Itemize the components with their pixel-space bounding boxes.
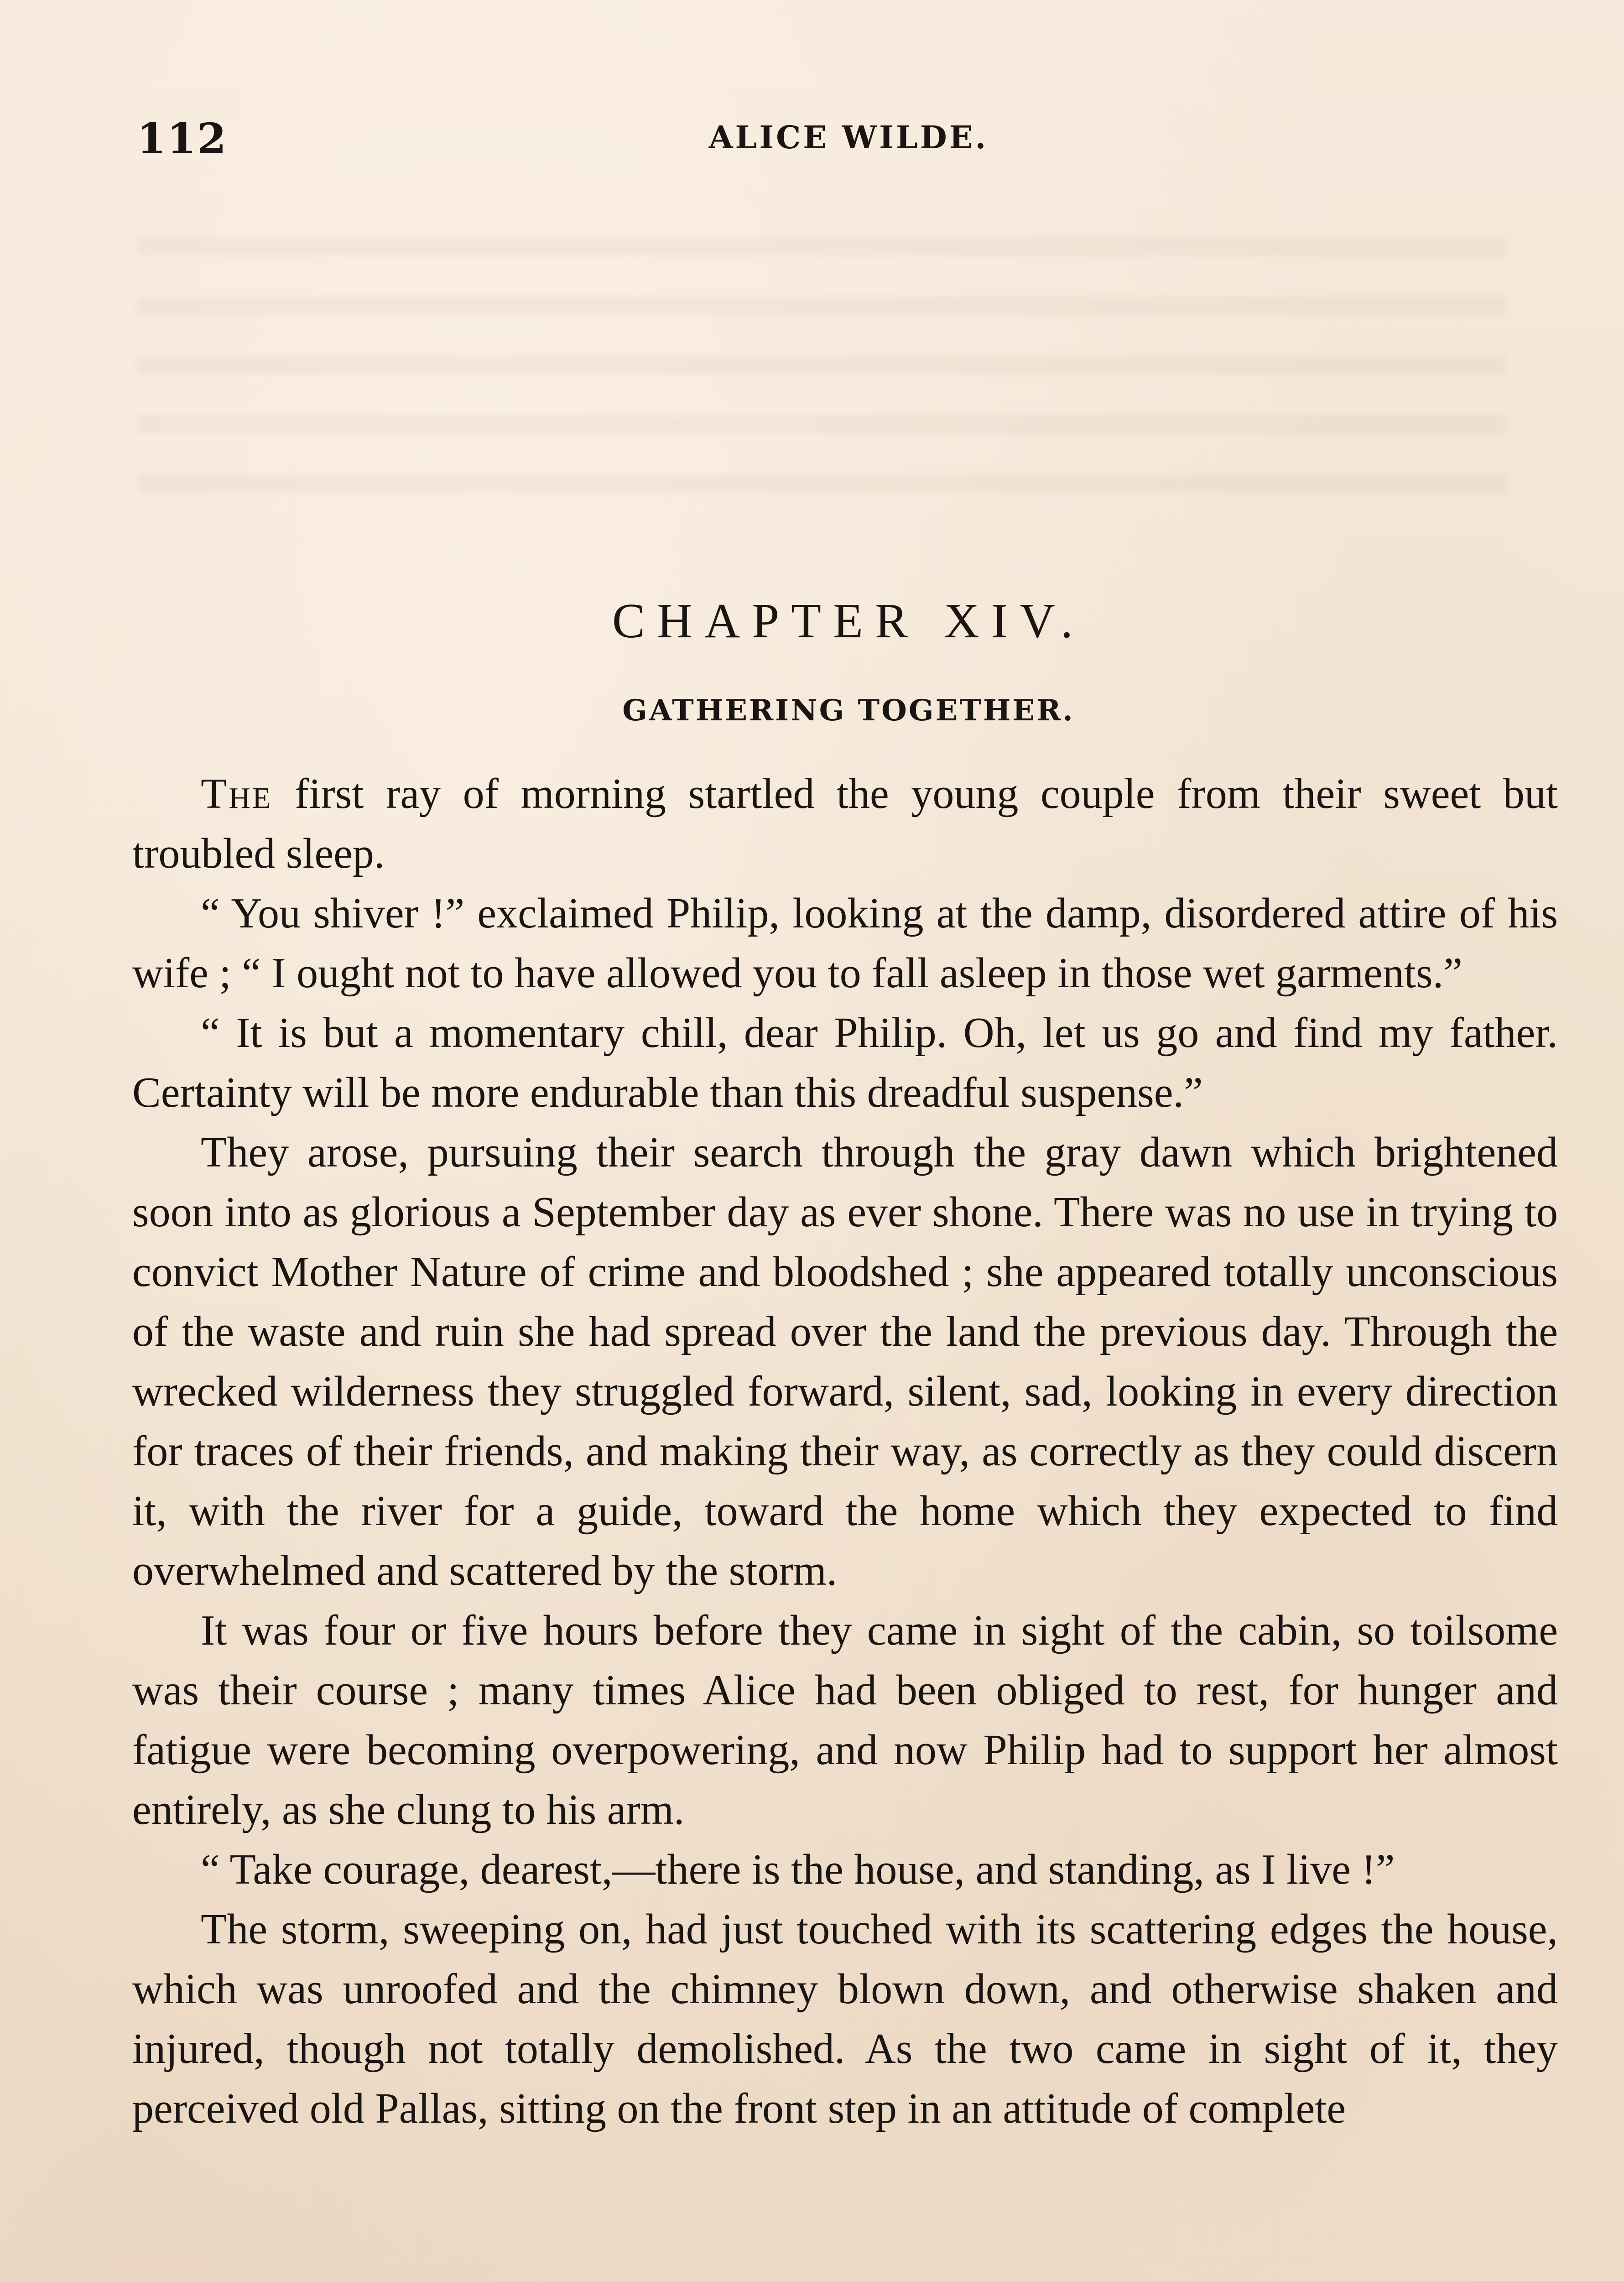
paragraph-4: They arose, pursuing their search through the gray dawn which brightened soon into as glorious a September day as ever shone. There was no use in trying to convict Mother Nature of crime and bloodshed ; she appeared totally unconscious of the waste and ruin she had spread over the land the previous day. Through the wrecked wilderness they struggled forward, silent, sad, looking in every direction for traces of their friends, and making their way, as correctly as they could discern it, with the river for a guide, toward the home which they expected to find overwhelmed and scattered by the storm. (132, 1129, 1558, 1594)
running-title: ALICE WILDE. (708, 120, 989, 156)
page-number: 112 (137, 114, 228, 163)
paragraph-6: “ Take courage, dearest,—there is the house, and standing, as I live !” (201, 1846, 1395, 1893)
show-through-bleed (137, 237, 1505, 511)
running-head (137, 114, 1560, 178)
paragraph-7: The storm, sweeping on, had just touched with its scattering edges the house, which was unroofed and the chimney blown down, and otherwise shaken and injured, though not totally demolished. As the two came in sight of it, they perceived old Pallas, sitting on the front step in an attitude of complete (132, 1906, 1558, 2132)
chapter-body (132, 764, 1558, 2139)
paragraph-5: It was four or five hours before they came in sight of the cabin, so toilsome was their course ; many times Alice had been obliged to rest, for hunger and fatigue were becoming overpowering, and now Philip had to support her almost entirely, as she clung to his arm. (132, 1607, 1558, 1833)
paragraph-1 (132, 764, 1558, 884)
paragraph-2: “ You shiver !” exclaimed Philip, looking at the damp, disordered attire of his wife ; “ I ought not to have allowed you to fall asleep in those wet garments.” (132, 890, 1558, 997)
paragraph-3: “ It is but a momentary chill, dear Philip. Oh, let us go and find my father. Certainty will be more endurable than this dreadful suspense.” (132, 1009, 1558, 1116)
paragraph-1-text: first ray of morning startled the young couple from their sweet but troubled sleep. (132, 770, 1558, 877)
opening-word: The (201, 770, 273, 818)
chapter-heading: CHAPTER XIV. (612, 594, 1085, 648)
chapter-subtitle: GATHERING TOGETHER. (622, 693, 1075, 728)
